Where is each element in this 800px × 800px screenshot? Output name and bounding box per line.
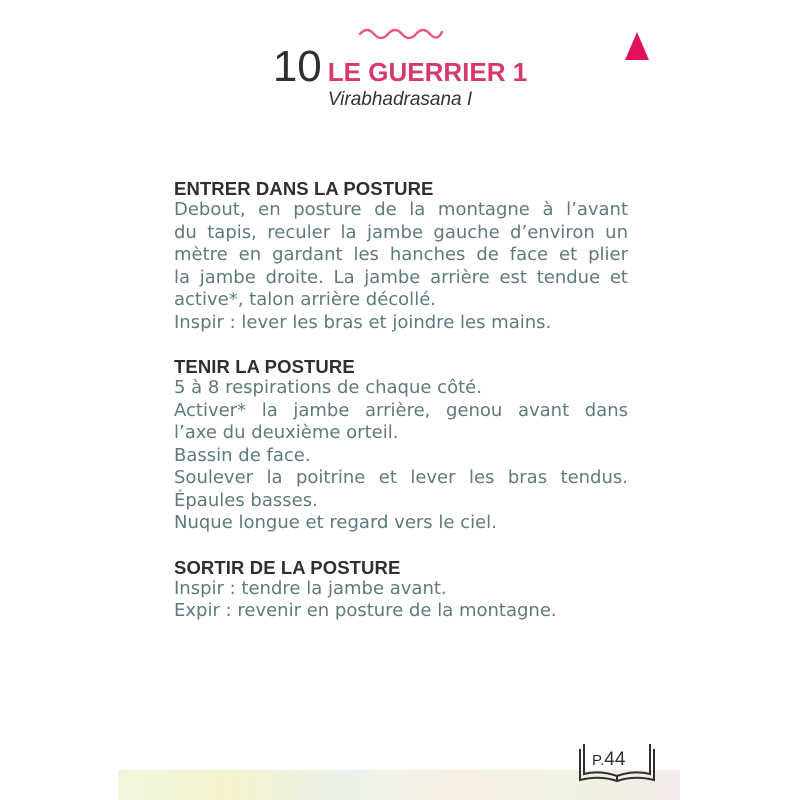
section-enter xyxy=(174,178,628,334)
text-line: active*, talon arrière décollé. xyxy=(174,289,436,310)
text-line: l’axe du deuxième orteil. xyxy=(174,422,399,443)
section-heading: ENTRER DANS LA POSTURE xyxy=(174,178,434,199)
text-line: mètre en gardant les hanches de face et plier xyxy=(174,244,628,265)
text-line: Épaules basses. xyxy=(174,489,318,511)
text-line: 5 à 8 respirations de chaque côté. xyxy=(174,377,482,398)
text-line: Activer* la jambe arrière, genou avant dans xyxy=(174,399,628,421)
page-prefix: P. xyxy=(592,752,605,769)
text-line: Inspir : tendre la jambe avant. xyxy=(174,577,447,599)
text-line: Soulever la poitrine et lever les bras tendus. xyxy=(174,467,628,488)
page-number: 44 xyxy=(604,749,626,770)
card-subtitle: Virabhadrasana I xyxy=(327,89,473,110)
section-heading: TENIR LA POSTURE xyxy=(174,356,355,377)
wave-icon xyxy=(358,25,444,39)
section-heading: SORTIR DE LA POSTURE xyxy=(174,556,401,578)
text-line: Inspir : lever les bras et joindre les mains. xyxy=(174,311,552,333)
page-reference xyxy=(578,740,656,784)
text-line: Debout, en posture de la montagne à l’avant xyxy=(174,199,628,220)
section-exit xyxy=(174,557,628,623)
section-hold xyxy=(174,356,628,535)
card-content xyxy=(174,178,628,645)
page-ref-label xyxy=(592,749,625,771)
text-line: du tapis, reculer la jambe gauche d’environ un xyxy=(174,221,628,243)
card-header xyxy=(0,42,800,92)
text-line: la jambe droite. La jambe arrière est tendue et xyxy=(174,266,628,288)
text-line: Expir : revenir en posture de la montagne. xyxy=(174,600,557,621)
text-line: Bassin de face. xyxy=(174,444,311,466)
card-number: 10 xyxy=(272,42,322,91)
text-line: Nuque longue et regard vers le ciel. xyxy=(174,512,497,533)
card-title: LE GUERRIER 1 xyxy=(327,57,528,87)
